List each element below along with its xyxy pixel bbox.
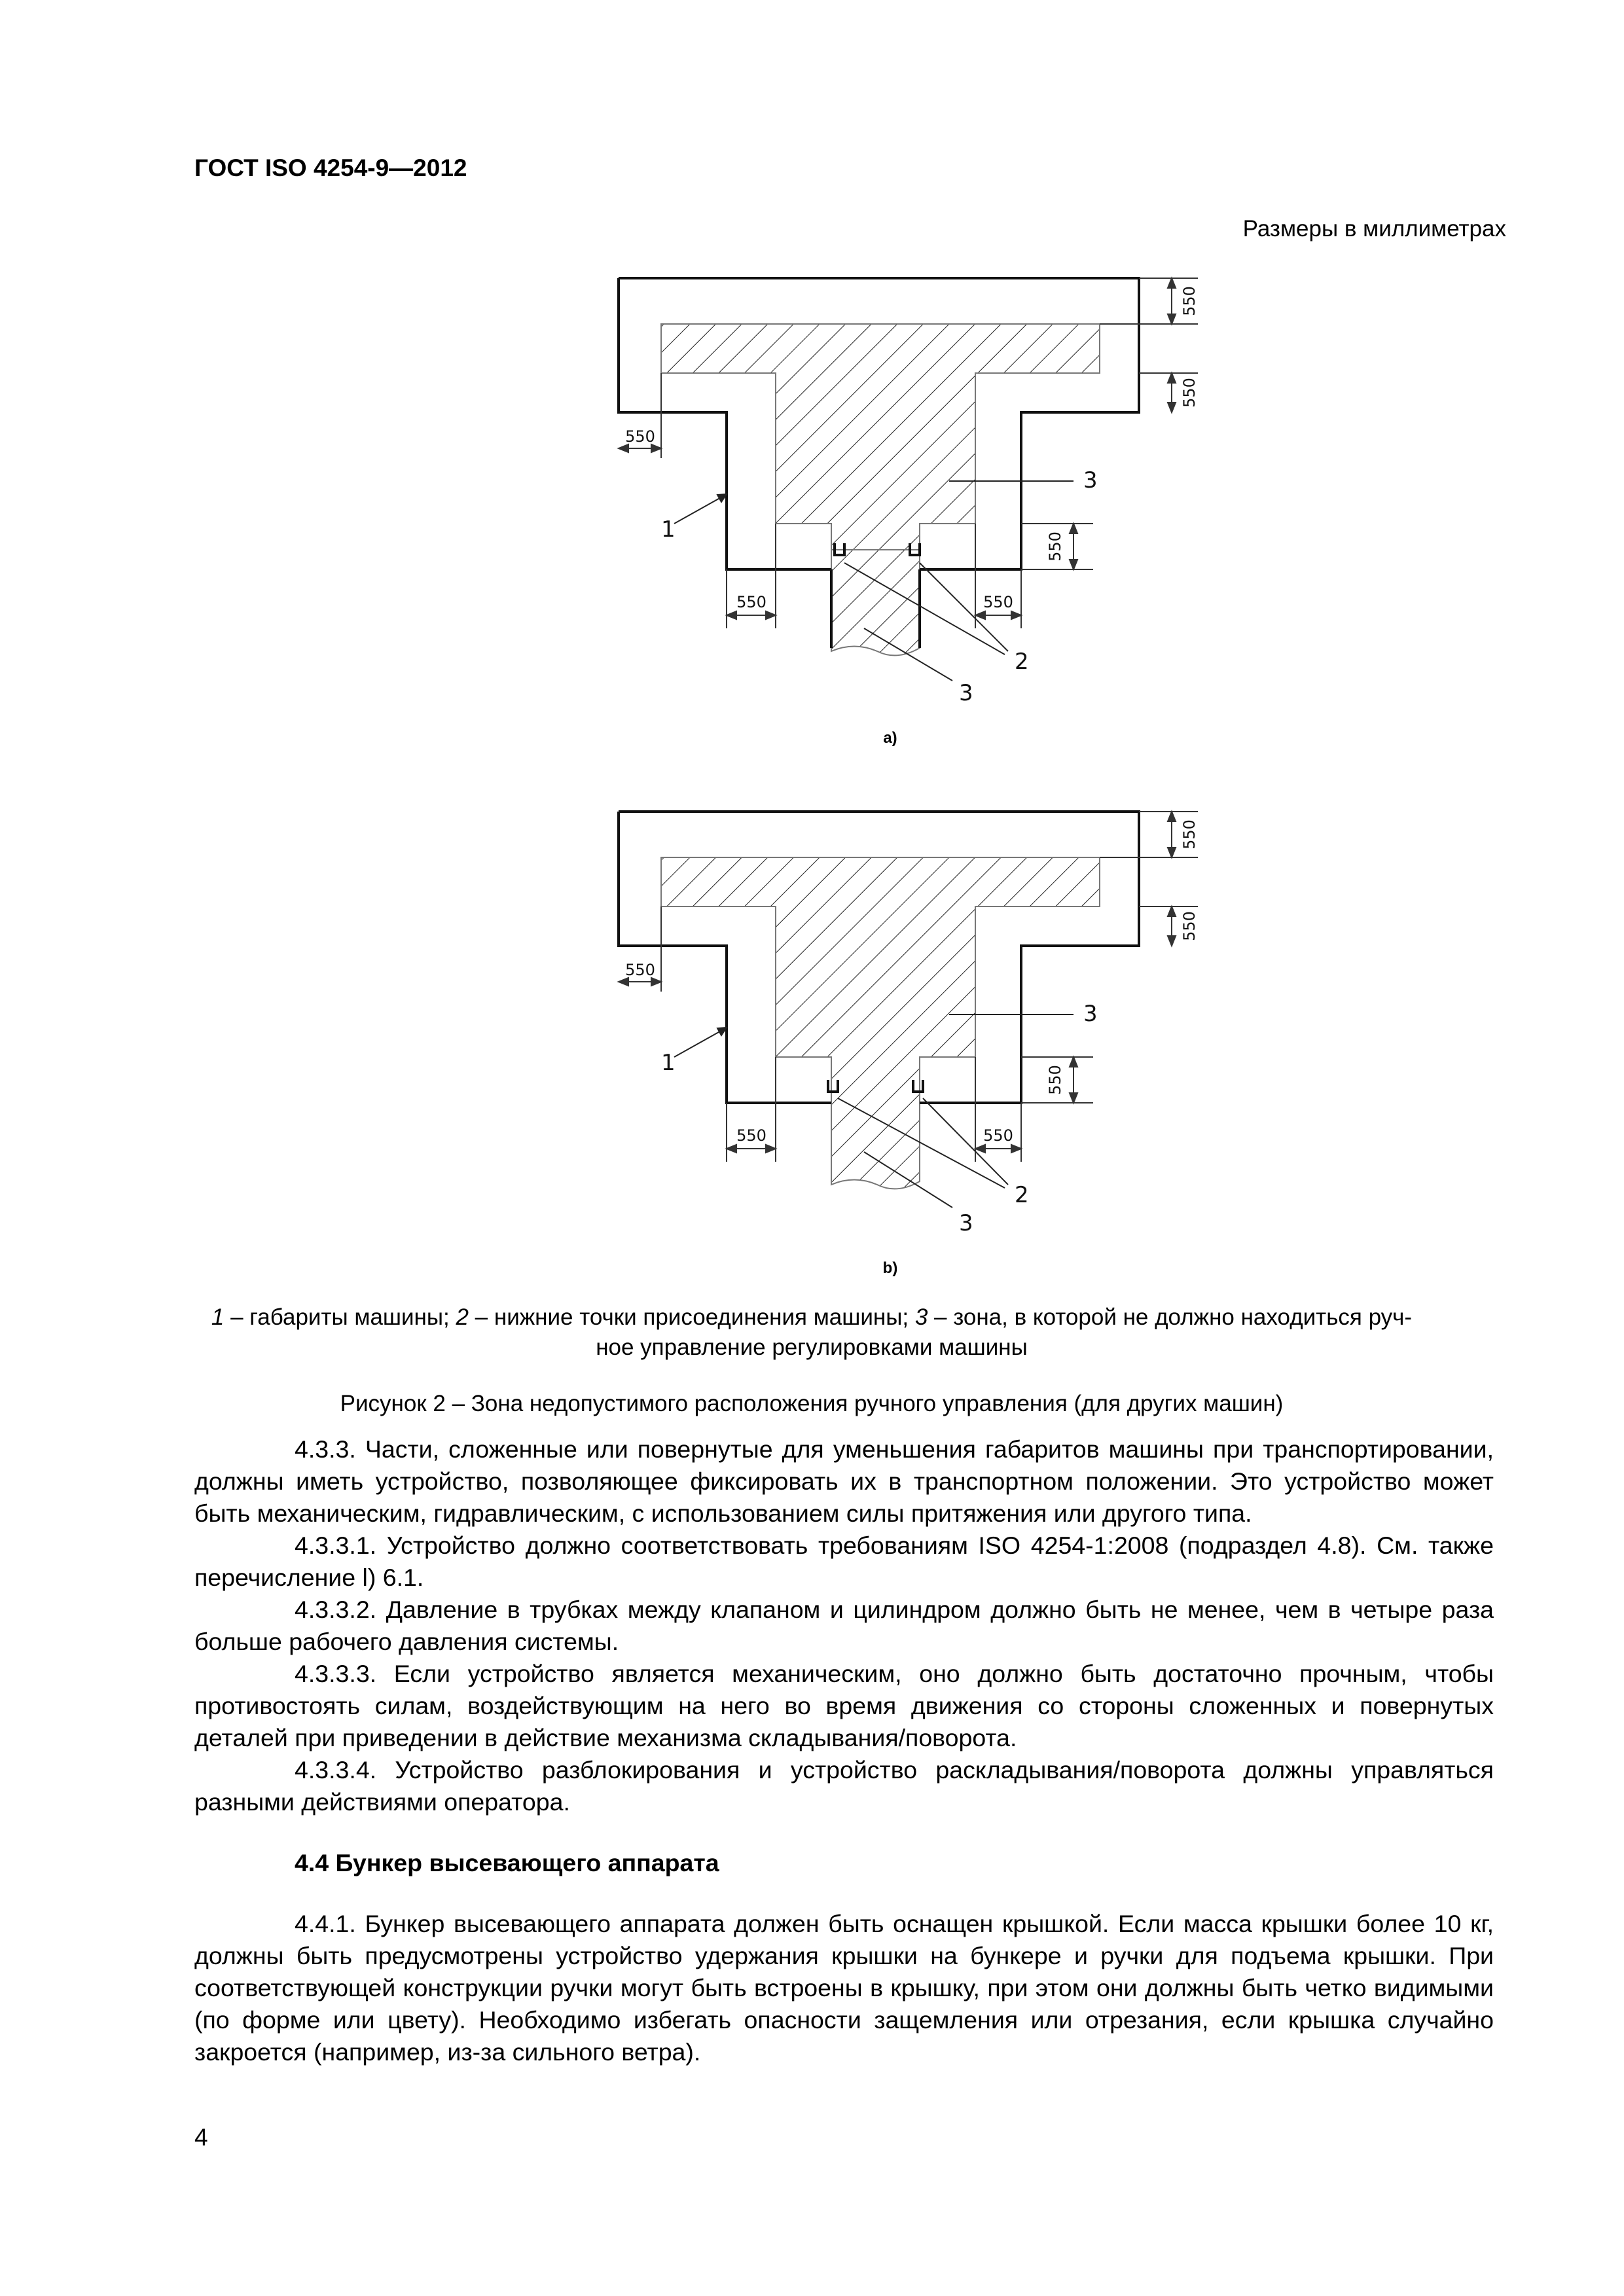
paragraph-4-3-3-1: 4.3.3.1. Устройство должно соответствовать требованиям ISO 4254-1:2008 (подраздел 4.8). См. также перечисление l) 6.1.	[194, 1532, 1494, 1591]
legend-item-number: 3	[914, 1304, 928, 1330]
panel-b-label: b)	[882, 1259, 898, 1277]
legend-line-2: ное управление регулировками машины	[596, 1334, 1028, 1360]
dimension-label: 550	[625, 427, 655, 446]
paragraph-4-3-3: 4.3.3. Части, сложенные или повернутые для уменьшения габаритов машины при транспортировании, должны иметь устройство, позволяющее фиксировать их в транспортном положении. Это устройство может быть механическим, гидравлическим, с использованием силы притяжения или другого типа.	[194, 1435, 1494, 1527]
page-number: 4	[194, 2124, 208, 2151]
standard-code: ГОСТ ISO 4254-9—2012	[194, 154, 467, 181]
body-text	[194, 1433, 1494, 2068]
paragraph-4-3-3-2: 4.3.3.2. Давление в трубках между клапаном и цилиндром должно быть не менее, чем в четыре раза больше рабочего давления системы.	[194, 1596, 1494, 1655]
paragraph-4-3-3-4: 4.3.3.4. Устройство разблокирования и устройство раскладывания/поворота должны управляться разными действиями оператора.	[194, 1756, 1494, 1816]
dimension-label: 550	[1180, 286, 1199, 316]
callout-1: 1	[661, 516, 676, 543]
dimension-label: 550	[1180, 911, 1199, 941]
legend-item-text: – габариты машины;	[224, 1304, 456, 1330]
legend-item-text: – нижние точки присоединения машины;	[468, 1304, 915, 1330]
dimension-label: 550	[983, 593, 1013, 611]
units-note: Размеры в миллиметрах	[1242, 216, 1506, 242]
callout-3: 3	[1083, 1001, 1098, 1027]
callout-2: 2	[1015, 1182, 1029, 1208]
callout-3: 3	[959, 680, 973, 706]
dimension-label: 550	[736, 1126, 767, 1145]
dimension-label: 550	[736, 593, 767, 611]
paragraph-4-3-3-3: 4.3.3.3. Если устройство является механическим, оно должно быть достаточно прочным, чтобы противостоять силам, воздействующим на него во время движения со стороны сложенных и повернутых деталей при приведении в действие механизма складывания/поворота.	[194, 1660, 1494, 1751]
figure-panel-a	[0, 262, 1624, 772]
legend-item-number: 1	[211, 1304, 225, 1330]
paragraph-4-4-1: 4.4.1. Бункер высевающего аппарата должен быть оснащен крышкой. Если масса крышки более 10 кг, должны быть предусмотрены устройство удержания крышки на бункере и ручки для подъема крышки. При соответствующей конструкции ручки могут быть встроены в крышку, при этом они должны быть четко видимыми (по форме или цвету). Необходимо избегать опасности защемления или отрезания, если крышка случайно закроется (например, из-за сильного ветра).	[194, 1910, 1494, 2066]
dimension-label: 550	[983, 1126, 1013, 1145]
callout-1: 1	[661, 1050, 676, 1076]
legend-line-1	[190, 1302, 1434, 1333]
figure-caption: Рисунок 2 – Зона недопустимого расположения ручного управления (для других машин)	[340, 1391, 1284, 1416]
figure-legend	[190, 1302, 1434, 1362]
dimension-label: 550	[1046, 1065, 1064, 1095]
callout-3: 3	[1083, 467, 1098, 493]
dimension-label: 550	[1046, 531, 1064, 562]
legend-item-text: – зона, в которой не должно находиться руч-	[928, 1304, 1413, 1330]
panel-a-label: a)	[883, 729, 897, 747]
callout-3: 3	[959, 1210, 973, 1236]
dimension-label: 550	[1180, 819, 1199, 850]
dimension-label: 550	[1180, 378, 1199, 408]
callout-2: 2	[1015, 649, 1029, 675]
legend-item-number: 2	[456, 1304, 469, 1330]
section-heading-4-4: 4.4 Бункер высевающего аппарата	[295, 1849, 719, 1876]
figure-panel-b	[0, 795, 1624, 1293]
dimension-label: 550	[625, 961, 655, 979]
